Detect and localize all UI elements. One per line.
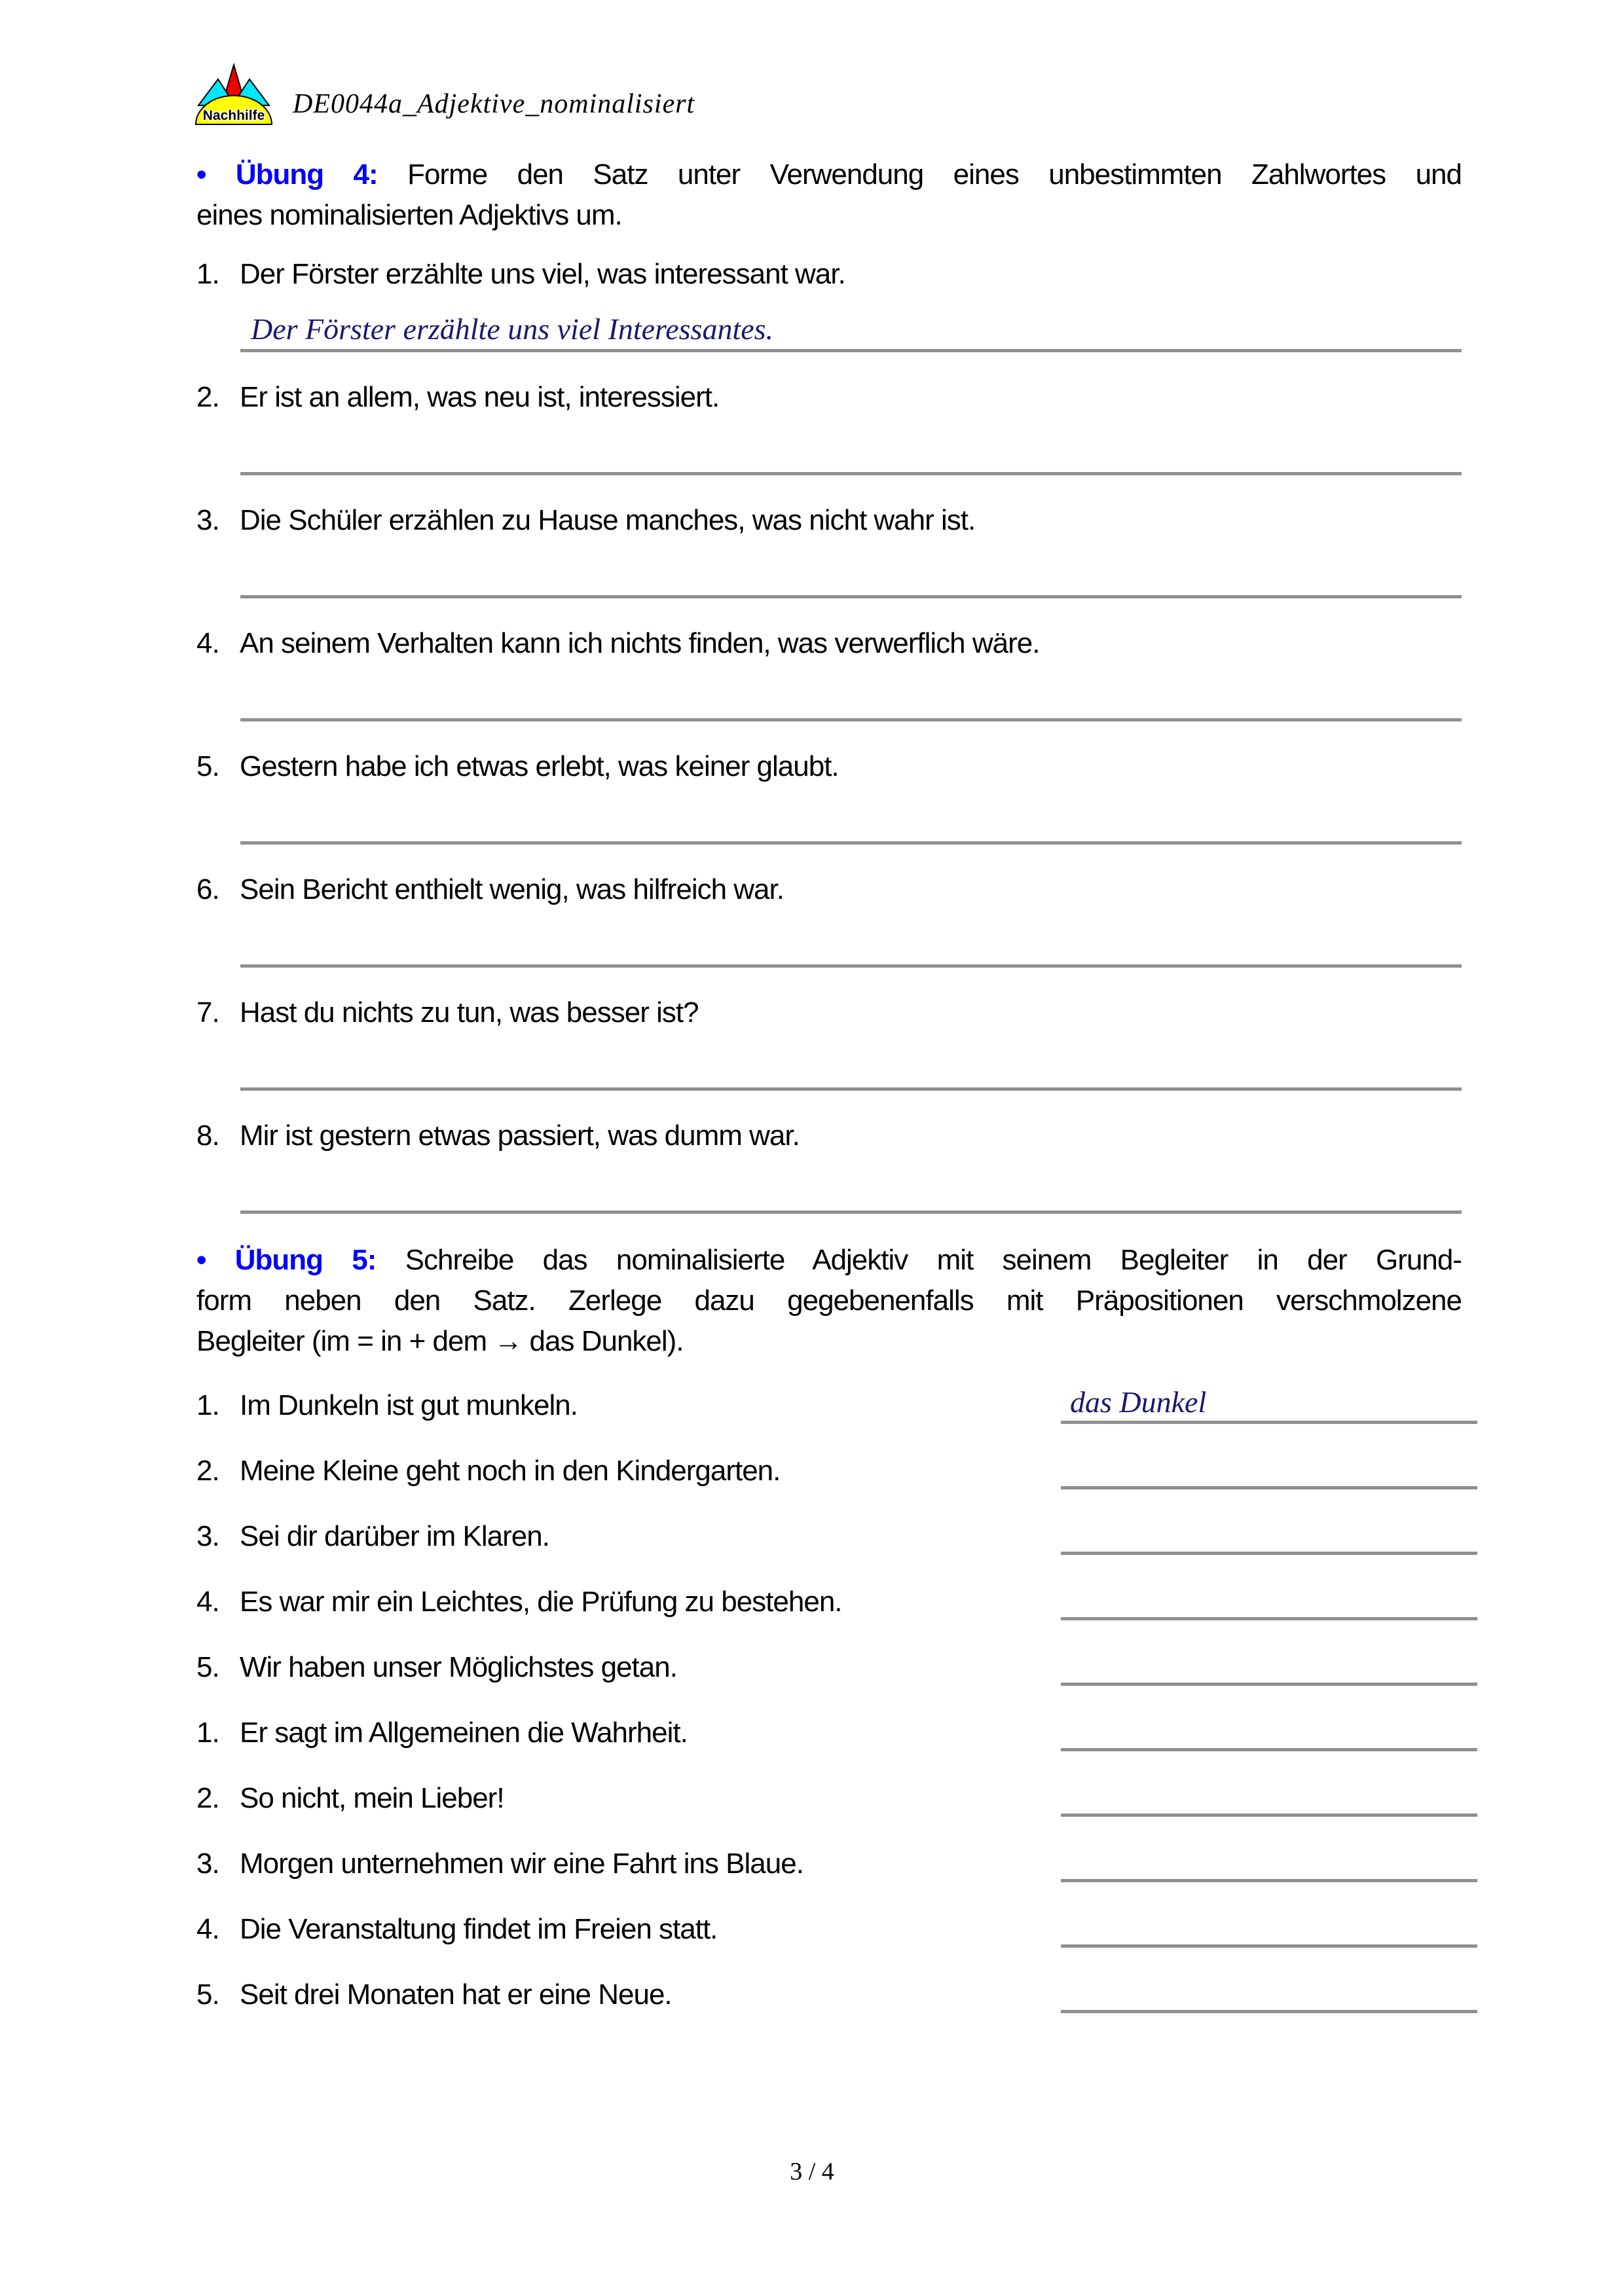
exercise4-item-5 [196, 748, 1462, 845]
sentence [196, 1910, 717, 1948]
exercise5-instruction-line2: form neben den Satz. Zerlege dazu gegebenenfalls mit Präpositionen verschmolzene [196, 1285, 1462, 1317]
exercise5-instruction-line1 [196, 1240, 1462, 1281]
exercise4-item-6 [196, 871, 1462, 968]
item-text: Seit drei Monaten hat er eine Neue. [240, 1978, 672, 2011]
item-number: 2. [196, 381, 219, 413]
item-text: Im Dunkeln ist gut munkeln. [240, 1389, 578, 1421]
handwritten-answer: das Dunkel [1070, 1385, 1207, 1419]
exercise5-row-6 [196, 1709, 1462, 1774]
exercise4-instruction-text: Forme den Satz unter Verwendung eines unbestimmten Zahlwortes und [407, 158, 1462, 191]
item-text: So nicht, mein Lieber! [240, 1782, 504, 1814]
item-text: Wir haben unser Möglichstes getan. [240, 1651, 677, 1683]
answer-line[interactable] [1061, 1578, 1477, 1620]
nachhilfe-logo-icon [192, 62, 276, 126]
exercise5-row-9 [196, 1905, 1462, 1971]
sentence [196, 871, 1462, 909]
answer-line[interactable] [1061, 1971, 1477, 2013]
handwritten-answer: Der Förster erzählte uns viel Interessantes. [251, 312, 774, 346]
item-text: Die Veranstaltung findet im Freien statt. [240, 1913, 718, 1945]
item-number: 3. [196, 1848, 219, 1880]
answer-line[interactable] [240, 293, 1462, 352]
item-text: Hast du nichts zu tun, was besser ist? [240, 996, 699, 1029]
exercise4-item-4 [196, 625, 1462, 721]
answer-line[interactable] [1061, 1840, 1477, 1882]
sentence [196, 1387, 578, 1425]
item-number: 4. [196, 627, 219, 659]
answer-line[interactable] [240, 786, 1462, 845]
sentence [196, 1649, 677, 1686]
item-number: 5. [196, 1651, 219, 1683]
exercise5-row-3 [196, 1512, 1462, 1578]
exercise4-item-1 [196, 255, 1462, 352]
item-number: 8. [196, 1120, 219, 1152]
item-number: 3. [196, 504, 219, 536]
exercise5-row-8 [196, 1840, 1462, 1905]
item-text: Sei dir darüber im Klaren. [240, 1520, 549, 1552]
exercise4-instruction-line2: eines nominalisierten Adjektivs um. [196, 199, 622, 231]
exercise5-row-2 [196, 1447, 1462, 1512]
sentence [196, 1779, 504, 1817]
answer-line[interactable] [240, 909, 1462, 968]
exercise5-list [196, 1381, 1462, 2036]
item-text: Es war mir ein Leichtes, die Prüfung zu bestehen. [240, 1586, 842, 1618]
answer-line[interactable] [1061, 1709, 1477, 1751]
item-number: 2. [196, 1782, 219, 1814]
exercise4-item-8 [196, 1117, 1462, 1214]
item-number: 4. [196, 1586, 219, 1618]
exercise5-label: • Übung 5: [196, 1244, 377, 1276]
item-text: Sein Bericht enthielt wenig, was hilfreich war. [240, 873, 784, 905]
sentence [196, 1583, 842, 1621]
sentence [196, 1117, 1462, 1155]
item-text: Die Schüler erzählen zu Hause manches, was nicht wahr ist. [240, 504, 976, 536]
sentence [196, 255, 1462, 293]
item-text: An seinem Verhalten kann ich nichts finden, was verwerflich wäre. [240, 627, 1040, 659]
page-header [192, 62, 695, 126]
sentence [196, 501, 1462, 539]
item-text: Morgen unternehmen wir eine Fahrt ins Blaue. [240, 1848, 803, 1880]
content-column [196, 155, 1462, 2036]
item-number: 5. [196, 750, 219, 782]
answer-line[interactable] [240, 1155, 1462, 1214]
item-number: 7. [196, 996, 219, 1029]
sentence [196, 1976, 672, 2014]
item-number: 1. [196, 1389, 219, 1421]
answer-line[interactable] [240, 416, 1462, 475]
item-number: 3. [196, 1520, 219, 1552]
exercise4-instructions [196, 155, 1462, 236]
exercise4-item-2 [196, 378, 1462, 475]
answer-line[interactable] [1061, 1774, 1477, 1817]
exercise5-row-1 [196, 1381, 1462, 1447]
answer-line[interactable] [240, 1032, 1462, 1091]
sentence [196, 1845, 803, 1883]
answer-line[interactable] [1061, 1643, 1477, 1686]
answer-line[interactable] [1061, 1512, 1477, 1555]
item-number: 4. [196, 1913, 219, 1945]
sentence [196, 378, 1462, 416]
exercise5-row-7 [196, 1774, 1462, 1840]
logo-text: Nachhilfe [202, 108, 265, 123]
exercise4-item-3 [196, 501, 1462, 598]
exercise4-label: • Übung 4: [196, 158, 378, 191]
item-text: Er ist an allem, was neu ist, interessiert. [240, 381, 720, 413]
item-text: Meine Kleine geht noch in den Kindergarten. [240, 1455, 781, 1487]
exercise4-list [196, 255, 1462, 1214]
item-number: 2. [196, 1455, 219, 1487]
item-text: Gestern habe ich etwas erlebt, was keiner glaubt. [240, 750, 839, 782]
sentence [196, 625, 1462, 663]
exercise5-row-5 [196, 1643, 1462, 1709]
exercise5-instruction-line3: Begleiter (im = in + dem → das Dunkel). [196, 1325, 684, 1357]
answer-line[interactable] [240, 539, 1462, 598]
exercise5-instructions [196, 1240, 1462, 1362]
sentence [196, 1714, 688, 1752]
answer-line[interactable] [1061, 1905, 1477, 1948]
exercise4-instruction-line1 [196, 155, 1462, 195]
item-number: 6. [196, 873, 219, 905]
answer-line[interactable] [1061, 1381, 1477, 1424]
exercise5-row-4 [196, 1578, 1462, 1643]
item-number: 5. [196, 1978, 219, 2011]
exercise5-row-10 [196, 1971, 1462, 2036]
item-number: 1. [196, 1717, 219, 1749]
answer-line[interactable] [1061, 1447, 1477, 1489]
sentence [196, 1452, 780, 1490]
sentence [196, 1518, 549, 1556]
answer-line[interactable] [240, 663, 1462, 721]
item-text: Mir ist gestern etwas passiert, was dumm war. [240, 1120, 800, 1152]
sentence [196, 994, 1462, 1032]
item-number: 1. [196, 258, 219, 290]
item-text: Der Förster erzählte uns viel, was interessant war. [240, 258, 845, 290]
sentence [196, 748, 1462, 786]
page-number: 3 / 4 [790, 2158, 834, 2185]
item-text: Er sagt im Allgemeinen die Wahrheit. [240, 1717, 688, 1749]
exercise4-item-7 [196, 994, 1462, 1091]
exercise5-instruction-text: Schreibe das nominalisierte Adjektiv mit seinem Begleiter in der Grund- [405, 1244, 1462, 1276]
document-title: DE0044a_Adjektive_nominalisiert [293, 89, 695, 119]
